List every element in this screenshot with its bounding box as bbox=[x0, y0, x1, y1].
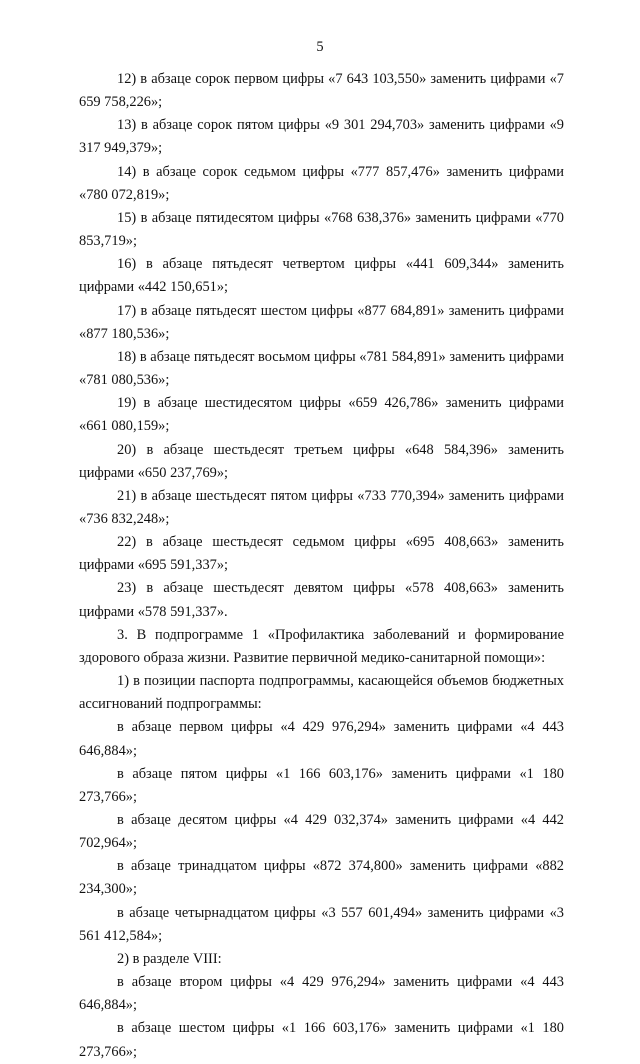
page-number: 5 bbox=[316, 39, 324, 55]
paragraph-item-19: 19) в абзаце шестидесятом цифры «659 426,786» заменить цифрами «661 080,159»; bbox=[79, 395, 564, 435]
passport-change-thirteenth: в абзаце тринадцатом цифры «872 374,800» заменить цифрами «882 234,300»; bbox=[79, 858, 564, 898]
passport-change-first: в абзаце первом цифры «4 429 976,294» заменить цифрами «4 443 646,884»; bbox=[79, 719, 564, 759]
passport-change-fifth: в абзаце пятом цифры «1 166 603,176» заменить цифрами «1 180 273,766»; bbox=[79, 765, 564, 805]
paragraph-item-20: 20) в абзаце шестьдесят третьем цифры «648 584,396» заменить цифрами «650 237,769»; bbox=[79, 441, 564, 481]
paragraph-item-15: 15) в абзаце пятидесятом цифры «768 638,376» заменить цифрами «770 853,719»; bbox=[79, 209, 564, 250]
passport-change-fourteenth: в абзаце четырнадцатом цифры «3 557 601,494» заменить цифрами «3 561 412,584»; bbox=[79, 904, 564, 944]
paragraph-item-22: 22) в абзаце шестьдесят седьмом цифры «695 408,663» заменить цифрами «695 591,337»; bbox=[79, 534, 564, 574]
paragraph-item-17: 17) в абзаце пятьдесят шестом цифры «877 684,891» заменить цифрами «877 180,536»; bbox=[79, 302, 564, 342]
subsection-1-heading: 1) в позиции паспорта подпрограммы, касающейся объемов бюджетных ассигнований подпрограммы: bbox=[79, 673, 564, 713]
section-viii-change-second: в абзаце втором цифры «4 429 976,294» заменить цифрами «4 443 646,884»; bbox=[79, 974, 564, 1014]
paragraph-item-13: 13) в абзаце сорок пятом цифры «9 301 294,703» заменить цифрами «9 317 949,379»; bbox=[79, 117, 564, 157]
paragraph-item-14: 14) в абзаце сорок седьмом цифры «777 857,476» заменить цифрами «780 072,819»; bbox=[79, 163, 564, 203]
paragraph-item-23: 23) в абзаце шестьдесят девятом цифры «578 408,663» заменить цифрами «578 591,337». bbox=[79, 580, 564, 620]
paragraph-item-18: 18) в абзаце пятьдесят восьмом цифры «781 584,891» заменить цифрами «781 080,536»; bbox=[79, 348, 564, 389]
section-viii-change-sixth: в абзаце шестом цифры «1 166 603,176» заменить цифрами «1 180 273,766»; bbox=[79, 1020, 564, 1060]
document-body bbox=[79, 68, 564, 1064]
section-3-heading: 3. В подпрограмме 1 «Профилактика заболеваний и формирование здорового образа жизни. Развитие первичной медико-санитарной помощи»: bbox=[79, 626, 564, 666]
passport-change-tenth: в абзаце десятом цифры «4 429 032,374» заменить цифрами «4 442 702,964»; bbox=[79, 812, 564, 852]
paragraph-item-16: 16) в абзаце пятьдесят четвертом цифры «441 609,344» заменить цифрами «442 150,651»; bbox=[79, 256, 564, 296]
subsection-2-heading: 2) в разделе VIII: bbox=[117, 950, 222, 967]
paragraph-item-12: 12) в абзаце сорок первом цифры «7 643 103,550» заменить цифрами «7 659 758,226»; bbox=[79, 71, 564, 111]
paragraph-item-21: 21) в абзаце шестьдесят пятом цифры «733 770,394» заменить цифрами «736 832,248»; bbox=[79, 487, 564, 527]
